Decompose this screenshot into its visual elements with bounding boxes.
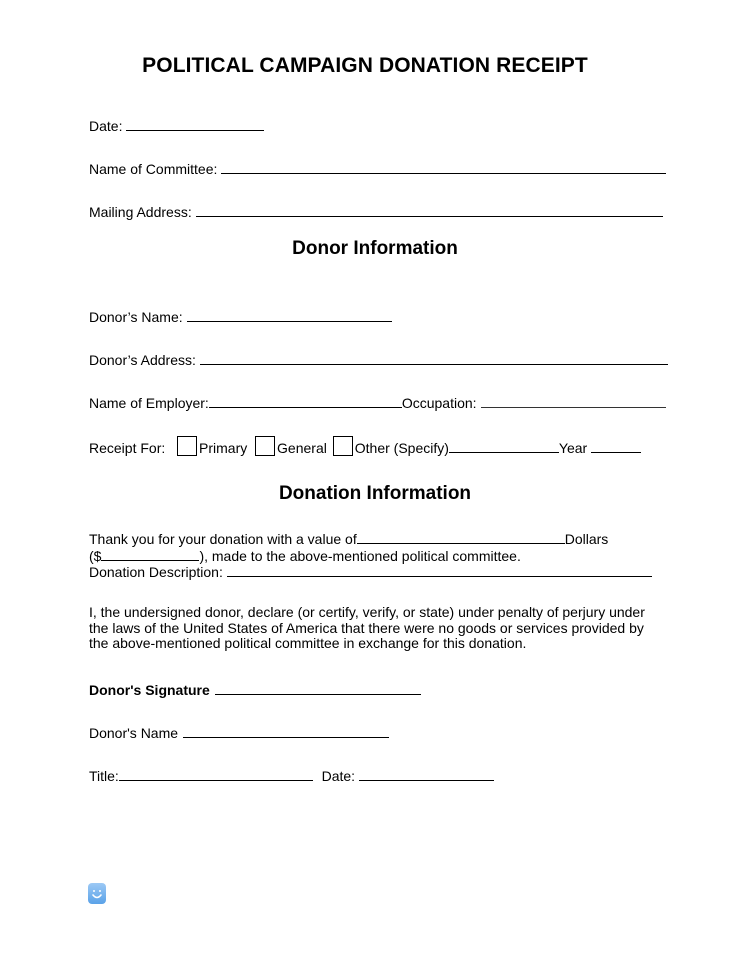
donation-value-prefix: Thank you for your donation with a value of — [89, 531, 357, 547]
amount-prefix: ($ — [89, 547, 102, 564]
page-title: POLITICAL CAMPAIGN DONATION RECEIPT — [142, 54, 588, 77]
declaration-text: I, the undersigned donor, declare (or certify, verify, or state) under penalty of perjury under the laws of the United States of America that there were no goods or services provided by the above-mentioned political committee in exchange for this donation. — [89, 604, 645, 651]
signature-label: Donor's Signature — [89, 682, 210, 698]
mailing-address-field[interactable] — [196, 204, 663, 217]
receipt-for-row — [89, 436, 641, 456]
committee-row — [89, 161, 666, 177]
donor-address-field[interactable] — [200, 352, 668, 365]
employer-label: Name of Employer: — [89, 395, 209, 411]
primary-checkbox[interactable] — [177, 436, 197, 456]
other-option-label: Other (Specify) — [354, 440, 449, 456]
donor-information-heading: Donor Information — [292, 238, 458, 259]
donation-value-suffix: Dollars — [564, 531, 609, 547]
amount-field[interactable] — [101, 548, 199, 561]
mailing-address-label: Mailing Address: — [89, 204, 192, 220]
donor-name-label: Donor’s Name: — [89, 309, 183, 325]
year-field[interactable] — [591, 440, 641, 453]
occupation-field[interactable] — [481, 395, 666, 408]
signature-field[interactable] — [215, 682, 421, 695]
logo-icon — [88, 883, 106, 904]
donation-description-field[interactable] — [227, 564, 652, 577]
year-label: Year — [558, 440, 588, 456]
other-specify-field[interactable] — [449, 440, 559, 453]
signature-date-field[interactable] — [359, 768, 494, 781]
date-row — [89, 118, 264, 134]
amount-suffix: ), made to the above-mentioned political committee. — [199, 547, 521, 564]
employer-row — [89, 395, 666, 411]
title-label: Title: — [89, 768, 119, 784]
other-checkbox[interactable] — [333, 436, 353, 456]
mailing-address-row — [89, 204, 663, 220]
donor-name-row — [89, 309, 392, 325]
donation-value-field[interactable] — [357, 531, 565, 544]
date-label: Date: — [89, 118, 123, 134]
primary-option-label: Primary — [199, 440, 248, 456]
donation-description-label: Donation Description: — [89, 564, 223, 580]
signature-date-label: Date: — [321, 768, 356, 784]
date-field[interactable] — [126, 118, 264, 131]
receipt-for-label: Receipt For: — [89, 440, 166, 456]
title-field[interactable] — [119, 768, 313, 781]
general-checkbox[interactable] — [255, 436, 275, 456]
title-date-row — [89, 768, 494, 784]
signer-name-row — [89, 725, 389, 741]
occupation-label: Occupation: — [401, 395, 477, 411]
general-option-label: General — [277, 440, 327, 456]
donation-information-heading: Donation Information — [278, 483, 472, 504]
donor-address-label: Donor’s Address: — [89, 352, 196, 368]
donor-address-row — [89, 352, 668, 368]
donor-name-field[interactable] — [187, 309, 392, 322]
signature-row — [89, 682, 421, 698]
signer-name-field[interactable] — [183, 725, 389, 738]
committee-label: Name of Committee: — [89, 161, 218, 177]
employer-field[interactable] — [209, 395, 402, 408]
committee-field[interactable] — [221, 161, 666, 174]
donation-value-block — [89, 531, 669, 581]
signer-name-label: Donor's Name — [89, 725, 179, 741]
